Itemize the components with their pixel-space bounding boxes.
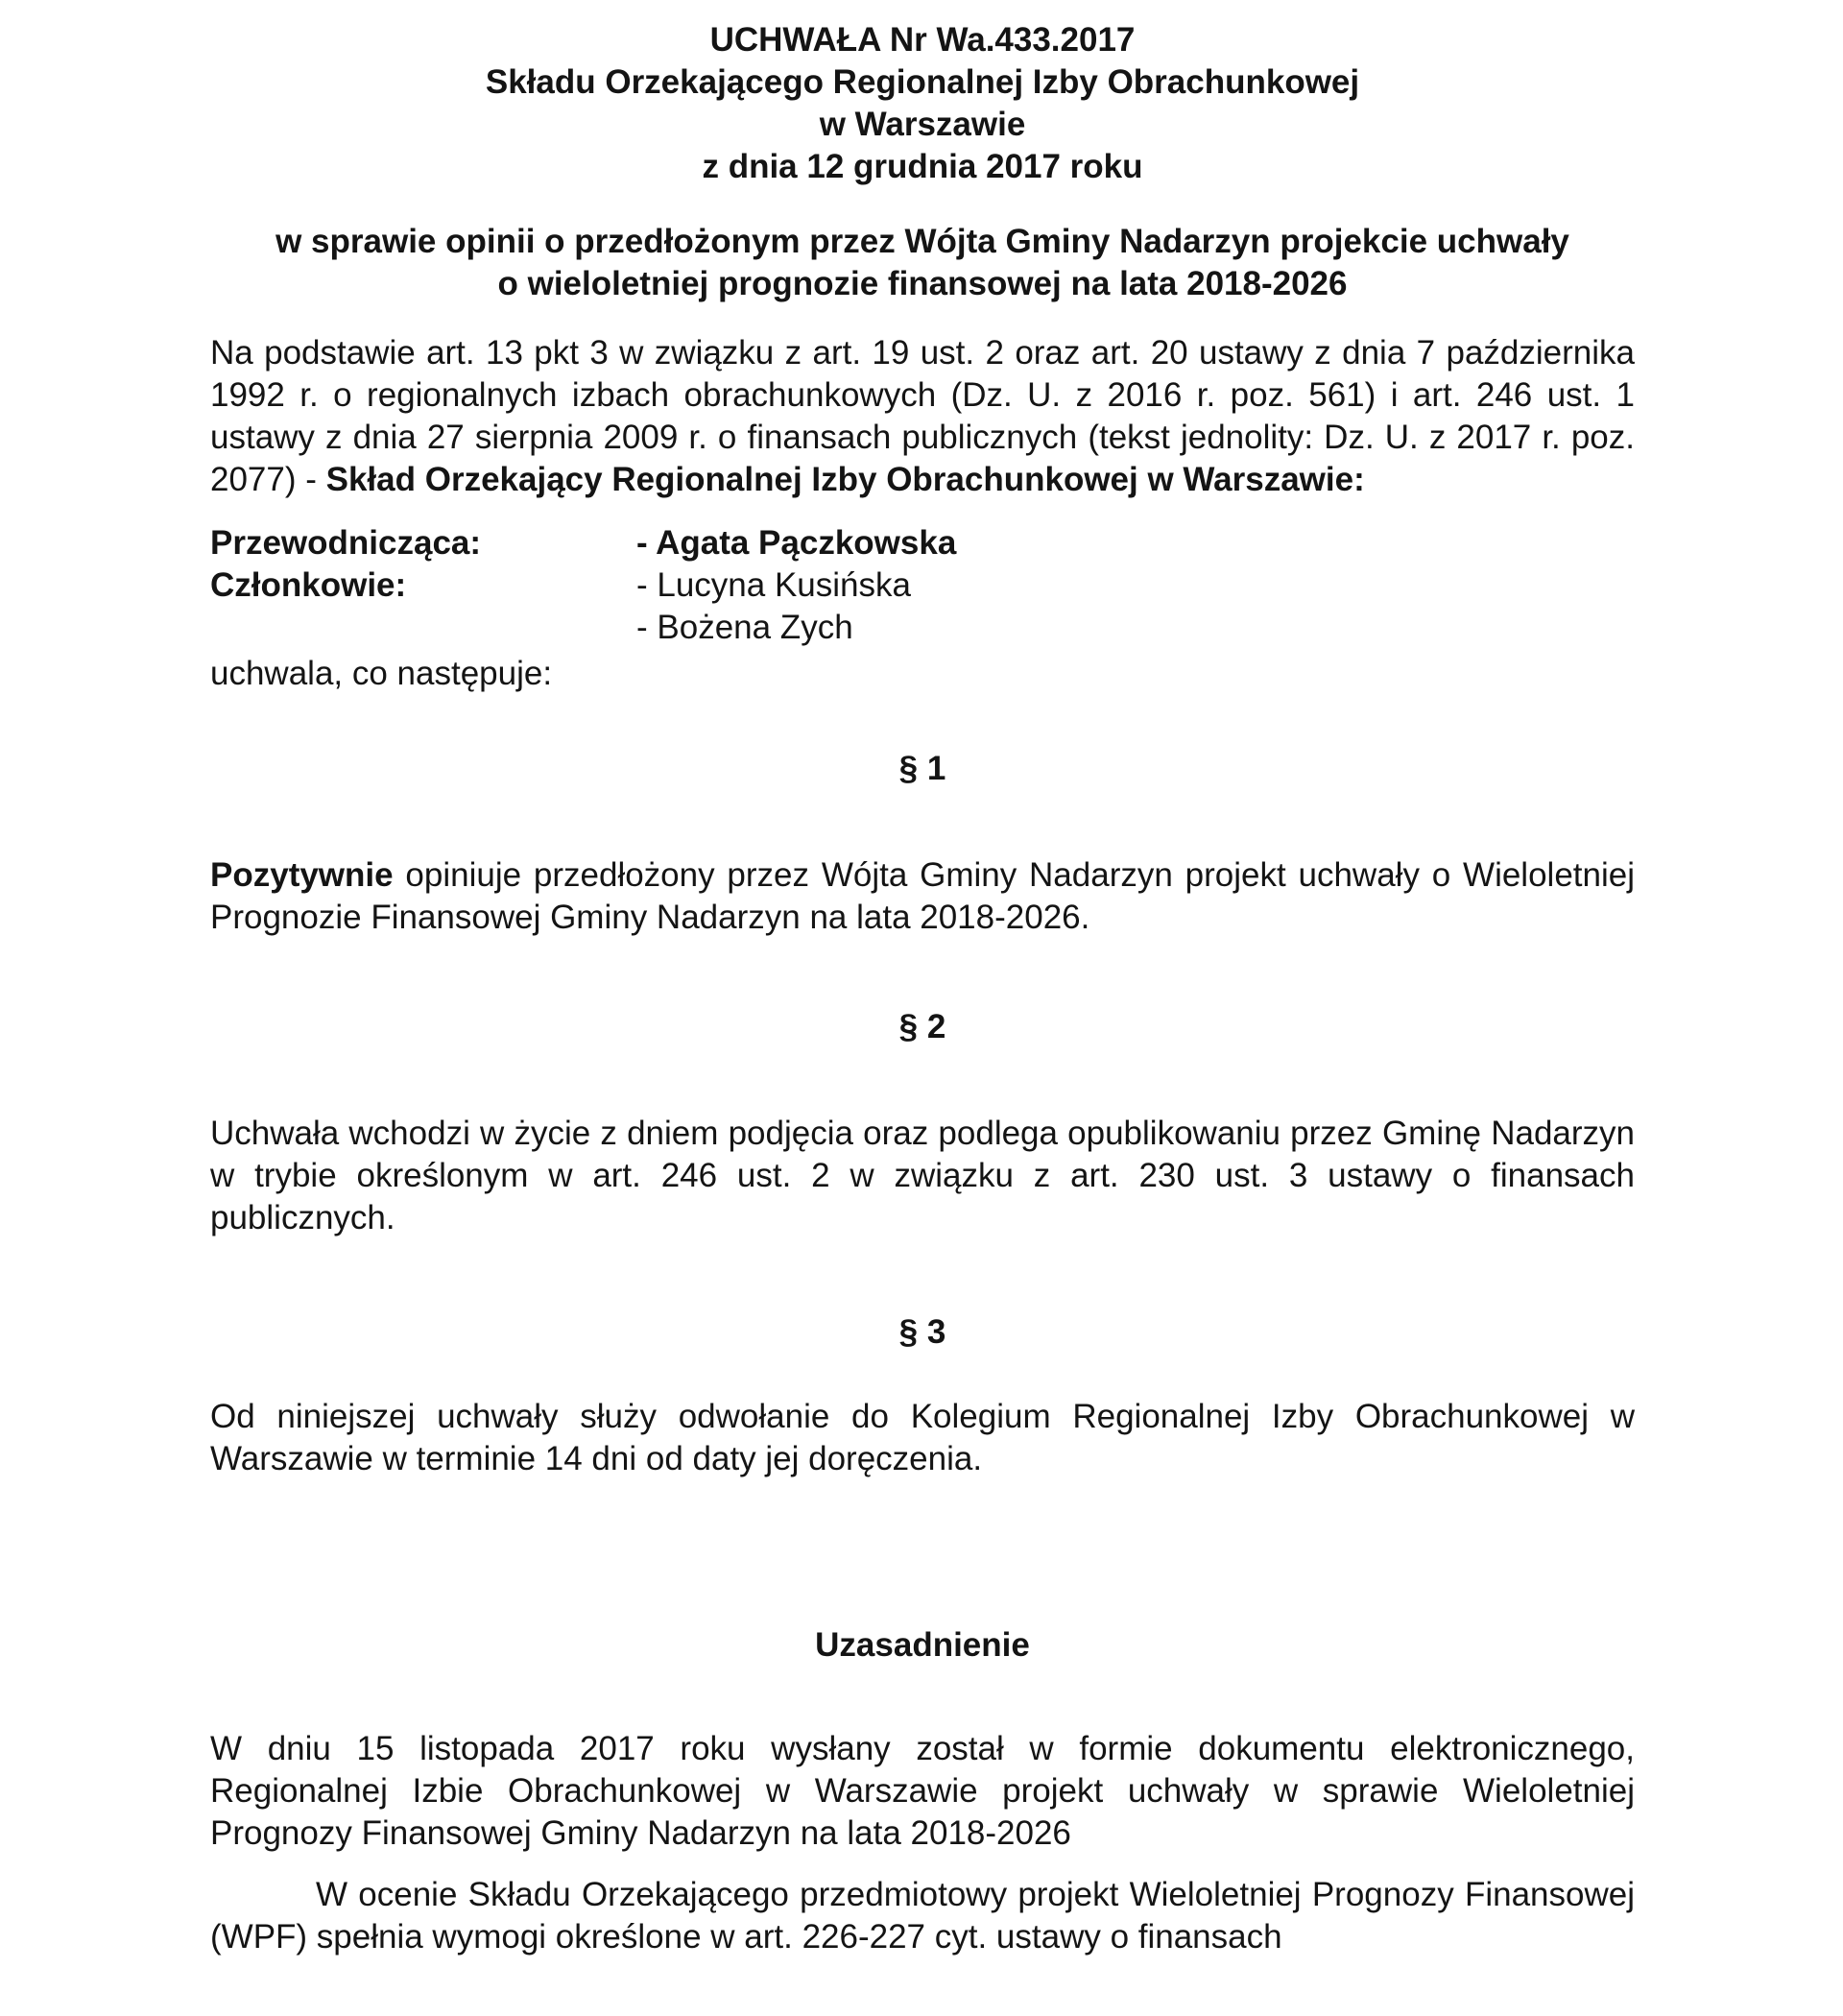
chair-name: - Agata Pączkowska [636, 524, 957, 562]
section-1-text [210, 854, 1635, 939]
document-page [210, 19, 1635, 1958]
subject-line-2: o wieloletniej prognozie finansowej na lata 2018-2026 [497, 265, 1348, 302]
members-label: Członkowie: [210, 566, 407, 604]
member-name: - Lucyna Kusińska [636, 566, 911, 604]
section-1-lead: Pozytywnie [210, 856, 394, 894]
legal-basis-body: Skład Orzekający Regionalnej Izby Obrachunkowej w Warszawie: [325, 461, 1365, 498]
justification-paragraph-2: W ocenie Składu Orzekającego przedmiotowy projekt Wieloletniej Prognozy Finansowej (WPF) spełnia wymogi określone w art. 226-227 cyt. ustawy o finansach [210, 1876, 1635, 1956]
resolution-date: z dnia 12 grudnia 2017 roku [702, 148, 1143, 185]
resolution-number: UCHWAŁA Nr Wa.433.2017 [709, 21, 1136, 59]
section-1-body: opiniuje przedłożony przez Wójta Gminy Nadarzyn projekt uchwały o Wieloletniej Prognozie Finansowej Gminy Nadarzyn na lata 2018-2026. [210, 856, 1635, 936]
section-2-text: Uchwała wchodzi w życie z dniem podjęcia oraz podlega opublikowaniu przez Gminę Nadarzyn w trybie określonym w art. 246 ust. 2 w związku z art. 230 ust. 3 ustawy o finansach publicznych. [210, 1115, 1635, 1236]
legal-basis-text: Na podstawie art. 13 pkt 3 w związku z art. 19 ust. 2 oraz art. 20 ustawy z dnia 7 października 1992 r. o regionalnych izbach obrachunkowych (Dz. U. z 2016 r. poz. 561) i art. 246 ust. 1 ustawy z dnia 27 sierpnia 2009 r. o finansach publicznych (tekst jednolity: Dz. U. z 2017 r. poz. 2077) - [210, 334, 1635, 498]
section-3-title: § 3 [898, 1313, 946, 1351]
chair-label: Przewodnicząca: [210, 524, 482, 562]
document-header [210, 19, 1635, 188]
justification-title: Uzasadnienie [815, 1626, 1030, 1664]
section-1-title: § 1 [898, 750, 946, 787]
member-name: - Bożena Zych [636, 609, 853, 646]
legal-basis-paragraph [210, 332, 1635, 501]
panel-members [210, 522, 1635, 649]
section-3-text: Od niniejszej uchwały służy odwołanie do Kolegium Regionalnej Izby Obrachunkowej w Warszawie w terminie 14 dni od daty jej doręczenia. [210, 1398, 1635, 1477]
issuing-city: w Warszawie [819, 106, 1026, 143]
section-2-title: § 2 [898, 1008, 946, 1045]
members-label-empty [210, 607, 636, 649]
justification-paragraph-1: W dniu 15 listopada 2017 roku wysłany został w formie dokumentu elektronicznego, Regionalnej Izbie Obrachunkowej w Warszawie projekt uchwały w sprawie Wieloletniej Prognozy Finansowej Gminy Nadarzyn na lata 2018-2026 [210, 1730, 1635, 1852]
subject-line-1: w sprawie opinii o przedłożonym przez Wójta Gminy Nadarzyn projekcie uchwały [275, 223, 1569, 260]
resolution-subject [210, 221, 1635, 305]
resolves-line: uchwala, co następuje: [210, 655, 553, 692]
issuing-body: Składu Orzekającego Regionalnej Izby Obrachunkowej [485, 63, 1360, 101]
